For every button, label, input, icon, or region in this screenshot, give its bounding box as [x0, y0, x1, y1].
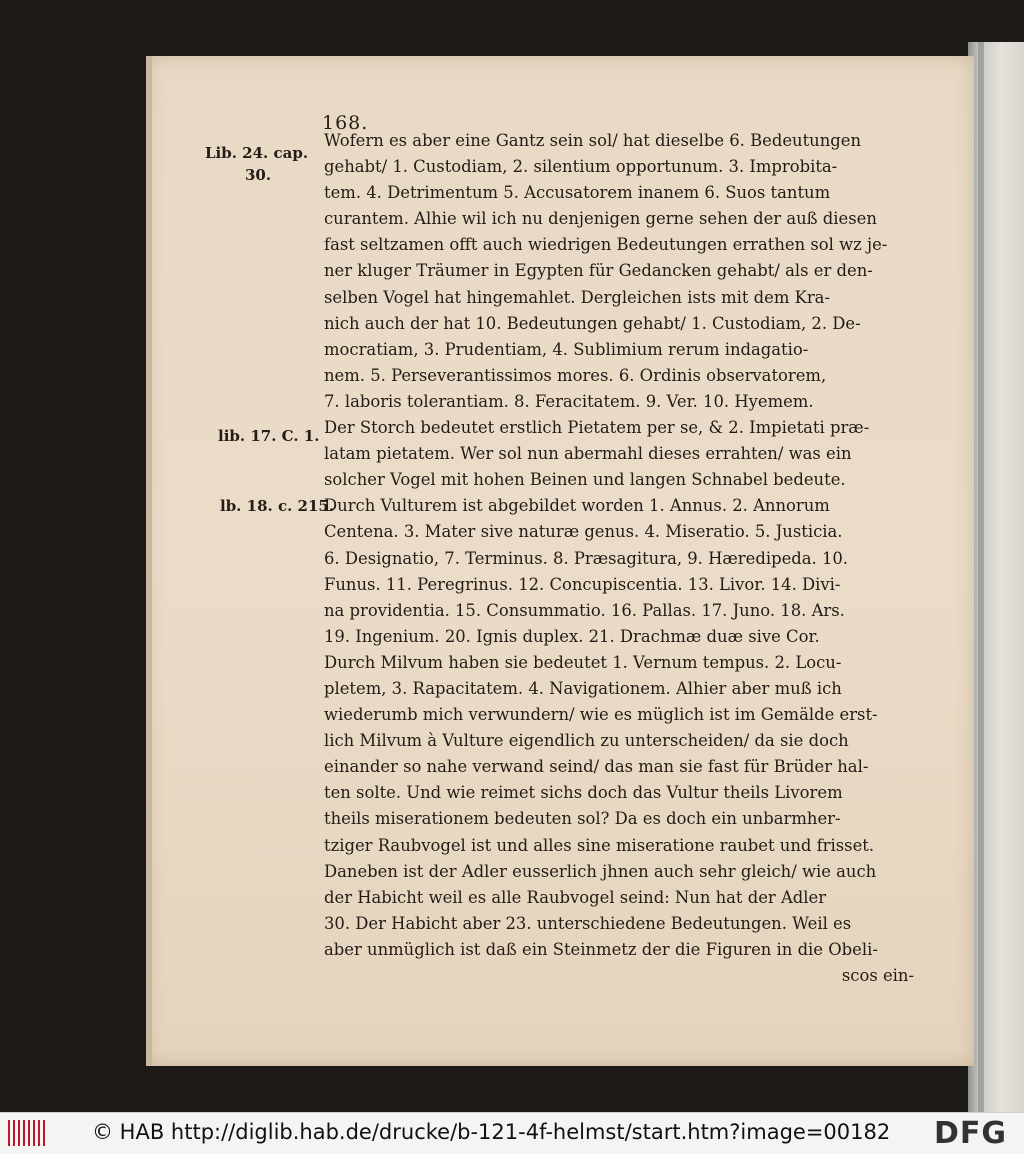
- barcode-logo-icon: [8, 1120, 46, 1146]
- adjacent-page-edge: [968, 42, 1024, 1112]
- text-line: mocratiam, 3. Prudentiam, 4. Sublimium rerum indagatio-: [324, 339, 809, 359]
- margin-note-lib-17: lib. 17. C. 1.: [218, 427, 320, 445]
- text-line: curantem. Alhie wil ich nu denjenigen gerne sehen der auß diesen: [324, 209, 877, 229]
- text-line: lich Milvum à Vulture eigendlich zu unterscheiden/ da sie doch: [324, 731, 849, 751]
- page-gutter-shadow: [978, 42, 984, 1112]
- footer-bar: [0, 1112, 1024, 1154]
- text-line: nem. 5. Perseverantissimos mores. 6. Ordinis observatorem,: [324, 365, 827, 385]
- text-line: Durch Vulturem ist abgebildet worden 1. Annus. 2. Annorum: [324, 496, 830, 516]
- text-line: tziger Raubvogel ist und alles sine miseratione raubet und frisset.: [324, 835, 875, 855]
- text-line: selben Vogel hat hingemahlet. Dergleichen ists mit dem Kra-: [324, 287, 830, 307]
- text-line: fast seltzamen offt auch wiedrigen Bedeutungen errathen sol wz je-: [324, 235, 888, 255]
- text-line: wiederumb mich verwundern/ wie es müglich ist im Gemälde erst-: [324, 705, 878, 725]
- text-line: einander so nahe verwand seind/ das man sie fast für Brüder hal-: [324, 757, 869, 777]
- text-line: ten solte. Und wie reimet sichs doch das Vultur theils Livorem: [324, 783, 843, 803]
- text-line: Centena. 3. Mater sive naturæ genus. 4. Miseratio. 5. Justicia.: [324, 522, 843, 542]
- text-line: na providentia. 15. Consummatio. 16. Pallas. 17. Juno. 18. Ars.: [324, 600, 845, 620]
- source-credit-link[interactable]: © HAB http://diglib.hab.de/drucke/b-121-4f-helmst/start.htm?image=00182: [92, 1120, 891, 1144]
- text-line: Funus. 11. Peregrinus. 12. Concupiscentia. 13. Livor. 14. Divi-: [324, 574, 841, 594]
- text-line: ner kluger Träumer in Egypten für Gedancken gehabt/ als er den-: [324, 261, 873, 281]
- text-line: pletem, 3. Rapacitatem. 4. Navigationem. Alhier aber muß ich: [324, 678, 842, 698]
- text-line: Wofern es aber eine Gantz sein sol/ hat dieselbe 6. Bedeutungen: [324, 131, 862, 150]
- dfg-logo: DFG: [934, 1116, 1008, 1151]
- text-line: nich auch der hat 10. Bedeutungen gehabt/ 1. Custodiam, 2. De-: [324, 313, 861, 333]
- text-line: 30. Der Habicht aber 23. unterschiedene Bedeutungen. Weil es: [324, 913, 852, 933]
- text-line: Durch Milvum haben sie bedeutet 1. Vernum tempus. 2. Locu-: [324, 652, 842, 672]
- page-text: [324, 128, 914, 989]
- margin-note-lib-24: Lib. 24. cap.: [205, 144, 309, 162]
- text-line: latam pietatem. Wer sol nun abermahl dieses errahten/ was ein: [324, 444, 852, 464]
- text-line: 7. laboris tolerantiam. 8. Feracitatem. 9. Ver. 10. Hyemem.: [324, 391, 814, 411]
- catchword: scos ein-: [841, 966, 914, 985]
- margin-note-lib-18: lb. 18. c. 215.: [220, 497, 335, 515]
- margin-note-cap-30: 30.: [245, 166, 272, 184]
- text-line: Daneben ist der Adler eusserlich jhnen auch sehr gleich/ wie auch: [324, 861, 877, 881]
- text-line: 19. Ingenium. 20. Ignis duplex. 21. Drachmæ duæ sive Cor.: [324, 626, 820, 646]
- text-line: 6. Designatio, 7. Terminus. 8. Præsagitura, 9. Hæredipeda. 10.: [324, 548, 849, 568]
- text-line: gehabt/ 1. Custodiam, 2. silentium opportunum. 3. Improbita-: [324, 157, 838, 177]
- page-number: 168.: [322, 112, 369, 134]
- text-line: der Habicht weil es alle Raubvogel seind: Nun hat der Adler: [324, 887, 827, 907]
- text-line: solcher Vogel mit hohen Beinen und langen Schnabel bedeute.: [324, 470, 846, 490]
- page-left-edge: [146, 56, 152, 1066]
- text-line: Der Storch bedeutet erstlich Pietatem per se, & 2. Impietati præ-: [324, 418, 870, 438]
- text-line: aber unmüglich ist daß ein Steinmetz der die Figuren in die Obeli-: [324, 939, 878, 959]
- text-line: tem. 4. Detrimentum 5. Accusatorem inanem 6. Suos tantum: [324, 183, 831, 203]
- text-line: theils miserationem bedeuten sol? Da es doch ein unbarmher-: [324, 809, 841, 829]
